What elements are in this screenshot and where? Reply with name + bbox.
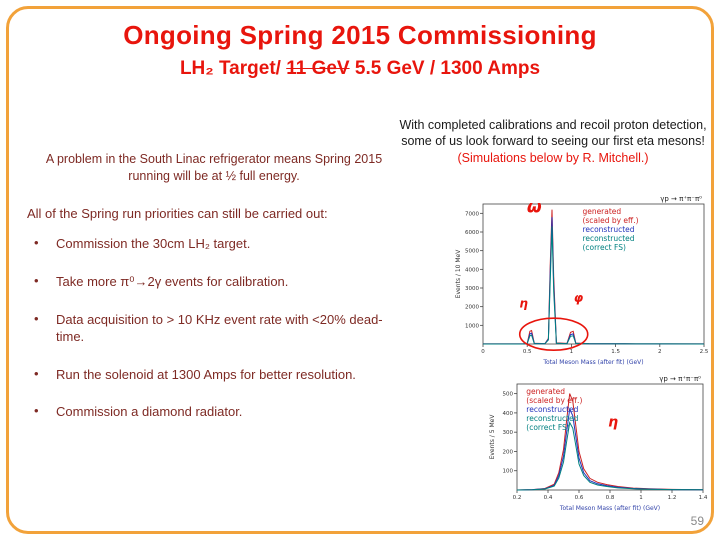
linac-problem-text: A problem in the South Linac refrigerator means Spring 2015 running will be at ½ full energy. (45, 151, 383, 183)
svg-text:Total Meson Mass (after fit) (: Total Meson Mass (after fit) (GeV) (543, 359, 644, 366)
bullet-item: • Data acquisition to > 10 KHz event rate with <20% dead-time. (30, 312, 398, 346)
bullet-item: • Take more π⁰→2γ events for calibration. (30, 274, 398, 291)
svg-text:300: 300 (502, 430, 513, 437)
svg-text:η: η (608, 414, 619, 431)
svg-text:0.8: 0.8 (605, 495, 615, 501)
svg-text:generated: generated (526, 387, 566, 396)
struck-energy: 11 GeV (286, 58, 350, 79)
svg-text:5000: 5000 (465, 248, 479, 255)
svg-text:reconstructed: reconstructed (526, 414, 579, 423)
svg-text:Events / 10 MeV: Events / 10 MeV (455, 249, 462, 299)
svg-text:3000: 3000 (465, 286, 479, 292)
svg-text:1000: 1000 (465, 323, 479, 330)
svg-text:η: η (519, 296, 528, 311)
chart-omega-histogram (453, 192, 709, 366)
svg-text:reconstructed: reconstructed (526, 405, 579, 414)
svg-text:(scaled by eff.): (scaled by eff.) (526, 396, 583, 405)
svg-text:γp → π⁺π⁻π⁰: γp → π⁺π⁻π⁰ (659, 375, 701, 383)
svg-text:Events / 5 MeV: Events / 5 MeV (489, 414, 496, 460)
svg-text:(correct FS): (correct FS) (582, 243, 626, 252)
svg-text:(scaled by eff.): (scaled by eff.) (582, 216, 639, 225)
subtitle-energy: 5.5 GeV / 1300 Amps (349, 58, 541, 79)
svg-text:reconstructed: reconstructed (582, 234, 635, 243)
svg-text:Total Meson Mass (after fit) (: Total Meson Mass (after fit) (GeV) (559, 505, 661, 512)
svg-text:100: 100 (502, 468, 513, 475)
svg-text:200: 200 (502, 449, 513, 456)
svg-text:0.5: 0.5 (522, 349, 532, 355)
svg-text:reconstructed: reconstructed (582, 225, 635, 234)
svg-text:0.2: 0.2 (512, 495, 522, 501)
bullet-item: • Run the solenoid at 1300 Amps for better resolution. (30, 367, 398, 384)
note-main-text: With completed calibrations and recoil proton detection, some of us look forward to seeing our first eta mesons! (399, 117, 707, 149)
svg-text:0.6: 0.6 (574, 495, 584, 501)
svg-text:1.2: 1.2 (667, 495, 677, 501)
note-credit-text: (Simulations below by R. Mitchell.) (457, 151, 649, 166)
eta-meson-note (398, 117, 708, 168)
svg-text:7000: 7000 (465, 211, 479, 218)
slide-subtitle (0, 58, 720, 80)
slide-title: Ongoing Spring 2015 Commissioning (123, 20, 597, 50)
svg-text:2.5: 2.5 (699, 349, 709, 355)
svg-text:ω: ω (526, 197, 542, 218)
svg-text:0: 0 (481, 349, 485, 355)
svg-text:generated: generated (582, 207, 622, 216)
bullet-item: • Commission the 30cm LH₂ target. (30, 236, 398, 253)
svg-text:6000: 6000 (465, 230, 479, 236)
subtitle-target: LH₂ Target/ (179, 58, 287, 79)
svg-text:4000: 4000 (465, 267, 479, 274)
svg-text:1: 1 (569, 349, 574, 355)
page-number: 59 (690, 514, 704, 528)
svg-text:1: 1 (639, 495, 643, 501)
svg-text:1.4: 1.4 (698, 495, 708, 501)
svg-text:0.4: 0.4 (543, 495, 553, 501)
svg-text:2: 2 (658, 349, 662, 355)
svg-text:φ: φ (573, 291, 584, 305)
chart-eta-histogram (487, 372, 708, 512)
svg-text:500: 500 (502, 391, 513, 398)
svg-text:2000: 2000 (465, 304, 479, 311)
svg-text:γp → π⁺π⁻π⁰: γp → π⁺π⁻π⁰ (660, 195, 702, 203)
svg-text:400: 400 (502, 410, 513, 417)
priorities-intro: All of the Spring run priorities can still be carried out: (27, 206, 328, 221)
svg-text:(correct FS): (correct FS) (526, 423, 570, 432)
bullet-item: • Commission a diamond radiator. (30, 404, 398, 421)
svg-text:1.5: 1.5 (611, 349, 620, 355)
priorities-list (30, 236, 398, 442)
